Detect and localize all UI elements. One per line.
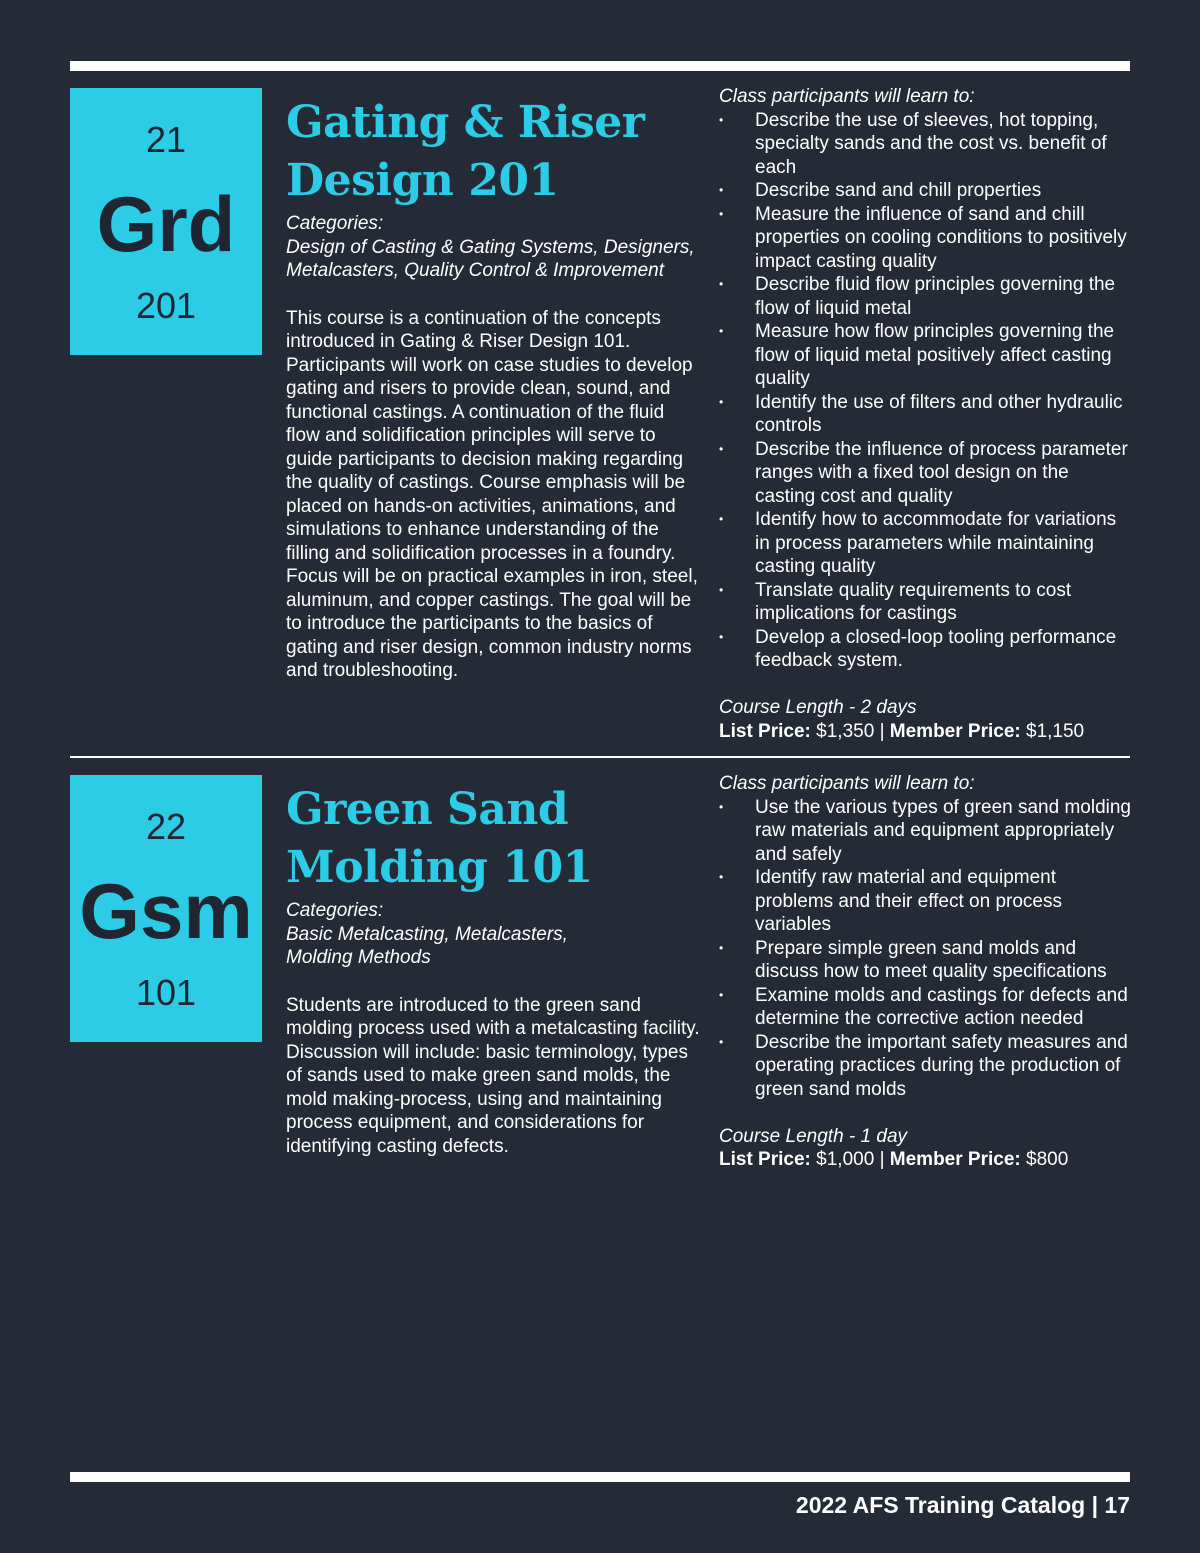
course-gating-riser-201 (70, 88, 1130, 748)
objective-text: Use the various types of green sand molding raw materials and equipment appropriately and safely (755, 796, 1131, 865)
bullet-icon: • (719, 277, 724, 291)
bullet-icon: • (719, 206, 724, 221)
objective-text: Prepare simple green sand molds and discuss how to meet quality specifications (755, 937, 1107, 982)
course-title-line-2: Design 201 (286, 155, 559, 206)
course-title-line-1: Green Sand (286, 784, 569, 835)
list-price: $1,000 (816, 1149, 875, 1170)
objective-text: Measure how flow principles governing the flow of liquid metal positively affect casting quality (755, 321, 1115, 389)
categories-label: Categories: (286, 900, 384, 921)
tile-number: 22 (145, 806, 187, 847)
objective-item (719, 203, 1132, 274)
course-categories (286, 899, 702, 970)
objective-text: Describe the influence of process parameter ranges with a fixed tool design on the casting cost and quality (755, 438, 1128, 507)
price-separator: | (879, 1149, 885, 1170)
course-length: Course Length - 1 day (719, 1125, 908, 1147)
objective-text: Develop a closed-loop tooling performance feedback system. (755, 626, 1117, 671)
learn-heading: Class participants will learn to: (719, 773, 975, 794)
objectives-list (719, 796, 1132, 1102)
course-description: Students are introduced to the green sand molding process used with a metalcasting facility. Discussion will include: basic terminology, types of sands used to make green sand molds, the mold making-process, using and maintaining process equipment, and considerations for identifying casting defects. (286, 994, 700, 1157)
objectives-list (719, 109, 1132, 673)
objective-item (719, 109, 1132, 180)
member-price: $1,150 (1026, 720, 1085, 742)
objective-text: Describe the important safety measures and operating practices during the production of green sand molds (755, 1031, 1128, 1100)
course-price (719, 1148, 1132, 1172)
categories-line-1: Basic Metalcasting, Metalcasters, (286, 923, 568, 945)
bullet-icon: • (719, 512, 724, 526)
bullet-icon: • (719, 940, 724, 955)
objective-item (719, 984, 1132, 1031)
course-title-line-1: Gating & Riser (286, 97, 645, 148)
bullet-icon: • (719, 799, 724, 814)
bullet-icon: • (719, 1034, 724, 1049)
objective-text: Translate quality requirements to cost implications for castings (755, 579, 1072, 624)
list-price-label: List Price: (719, 720, 811, 742)
objective-item (719, 391, 1132, 438)
course-green-sand-101 (70, 775, 1130, 1195)
top-divider (70, 61, 1130, 71)
course-title-line-2: Molding 101 (286, 842, 593, 893)
objective-text: Measure the influence of sand and chill properties on cooling conditions to positively impact casting quality (755, 203, 1127, 272)
categories-line-2: Metalcasters, Quality Control & Improvement (286, 260, 665, 281)
course-categories (286, 212, 702, 283)
categories-label: Categories: (286, 213, 384, 234)
course-price (719, 720, 1132, 744)
bullet-icon: • (719, 582, 724, 597)
objective-text: Describe fluid flow principles governing the flow of liquid metal (755, 274, 1116, 319)
bullet-icon: • (719, 112, 724, 127)
list-price: $1,350 (816, 720, 875, 742)
objective-item (719, 508, 1132, 579)
member-price-label: Member Price: (889, 720, 1021, 742)
member-price: $800 (1026, 1149, 1069, 1170)
page-footer: 2022 AFS Training Catalog | 17 (795, 1492, 1130, 1518)
course-description: This course is a continuation of the concepts introduced in Gating & Riser Design 101. Participants will work on case studies to develop gating and risers to provide clean, sound, and functional castings. A continuation of the fluid flow and solidification principles will serve to guide participants to decision making regarding the quality of castings. Course emphasis will be placed on hands-on activities, animations, and simulations to enhance understanding of the filling and solidification processes in a foundry. Focus will be on practical examples in iron, steel, aluminum, and copper castings. The goal will be to introduce the participants to the basics of gating and riser design, common industry norms and troubleshooting. (286, 307, 698, 681)
objective-item (719, 937, 1132, 984)
tile-level: 101 (135, 972, 197, 1013)
tile-symbol: Grd (96, 180, 236, 268)
course-title (286, 781, 702, 897)
objective-text: Describe sand and chill properties (755, 180, 1042, 201)
learn-heading: Class participants will learn to: (719, 86, 975, 107)
course-overview (286, 781, 702, 1177)
objective-item (719, 179, 1132, 203)
course-title (286, 94, 702, 210)
categories-line-2: Molding Methods (286, 947, 431, 968)
objective-item (719, 320, 1132, 391)
bottom-divider (70, 1472, 1130, 1482)
objective-text: Identify raw material and equipment problems and their effect on process variables (755, 867, 1062, 935)
member-price-label: Member Price: (889, 1149, 1021, 1170)
categories-line-1: Design of Casting & Gating Systems, Designers, (286, 236, 695, 258)
bullet-icon: • (719, 987, 724, 1002)
bullet-icon: • (719, 183, 724, 197)
course-overview (286, 94, 702, 702)
bullet-icon: • (719, 324, 724, 338)
objective-text: Identify how to accommodate for variations in process parameters while maintaining casting quality (755, 509, 1117, 577)
objective-text: Identify the use of filters and other hydraulic controls (755, 391, 1123, 436)
bullet-icon: • (719, 394, 724, 409)
tile-symbol: Gsm (79, 867, 253, 955)
objective-item (719, 796, 1132, 867)
list-price-label: List Price: (719, 1149, 811, 1170)
course-objectives (719, 772, 1132, 1172)
element-tile (70, 775, 262, 1042)
bullet-icon: • (719, 870, 724, 884)
objective-text: Examine molds and castings for defects and determine the corrective action needed (755, 984, 1128, 1029)
bullet-icon: • (719, 629, 724, 644)
tile-level: 201 (135, 285, 197, 326)
objective-text: Describe the use of sleeves, hot topping, specialty sands and the cost vs. benefit of each (755, 109, 1107, 178)
objective-item (719, 579, 1132, 626)
element-tile (70, 88, 262, 355)
objective-item (719, 273, 1132, 320)
tile-number: 21 (145, 119, 187, 160)
course-objectives (719, 85, 1132, 743)
bullet-icon: • (719, 441, 724, 456)
objective-item (719, 438, 1132, 509)
objective-item (719, 626, 1132, 673)
price-separator: | (879, 720, 885, 742)
objective-item (719, 866, 1132, 937)
section-divider (70, 756, 1130, 758)
objective-item (719, 1031, 1132, 1102)
course-length: Course Length - 2 days (719, 697, 917, 718)
